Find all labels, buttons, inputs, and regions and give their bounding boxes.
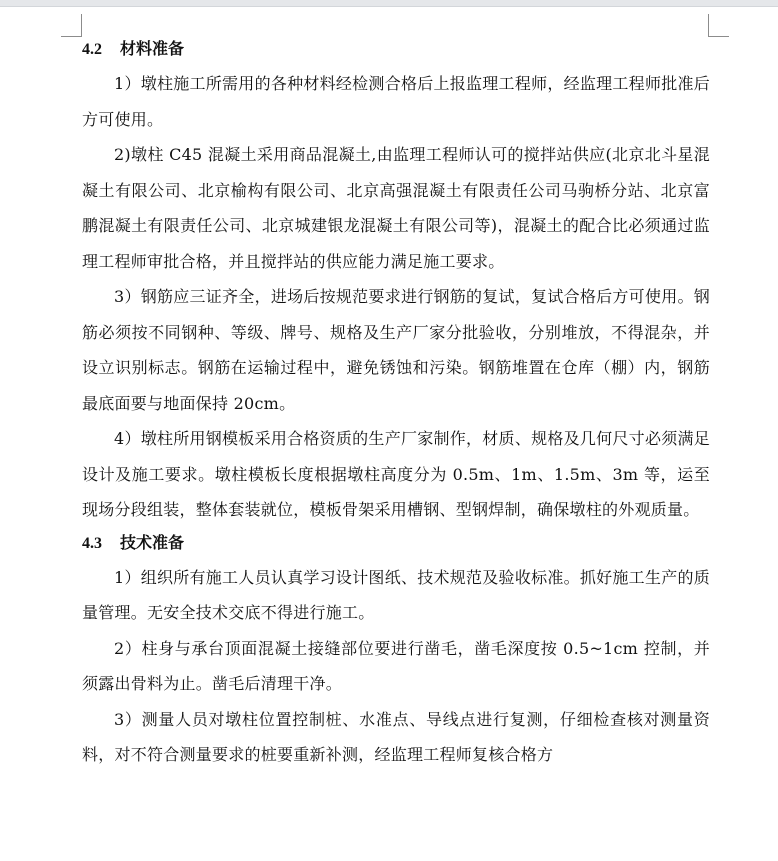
crop-mark-top-left xyxy=(61,14,82,37)
section-number: 4.2 xyxy=(82,41,102,58)
window-top-edge xyxy=(0,0,778,7)
section-heading xyxy=(82,528,710,560)
paragraph: 1）组织所有施工人员认真学习设计图纸、技术规范及验收标准。抓好施工生产的质量管理。无安全技术交底不得进行施工。 xyxy=(82,567,710,622)
document-page xyxy=(82,34,710,773)
paragraph: 2）柱身与承台顶面混凝土接缝部位要进行凿毛，凿毛深度按 0.5~1cm 控制，并须露出骨料为止。凿毛后清理干净。 xyxy=(82,638,710,693)
section-4-2 xyxy=(82,34,710,528)
section-title: 技术准备 xyxy=(120,534,185,552)
paragraph: 1）墩柱施工所需用的各种材料经检测合格后上报监理工程师，经监理工程师批准后方可使用。 xyxy=(82,74,710,129)
paragraph: 4）墩柱所用钢模板采用合格资质的生产厂家制作，材质、规格及几何尺寸必须满足设计及施工要求。墩柱模板长度根据墩柱高度分为 0.5m、1m、1.5m、3m 等，运至现场分段组装，整体套装就位，模板骨架采用槽钢、型钢焊制，确保墩柱的外观质量。 xyxy=(82,429,710,519)
crop-mark-top-right xyxy=(708,14,729,37)
section-heading xyxy=(82,34,710,66)
paragraph: 3）测量人员对墩柱位置控制桩、水准点、导线点进行复测，仔细检查核对测量资料，对不符合测量要求的桩要重新补测，经监理工程师复核合格方 xyxy=(82,709,710,764)
section-4-3 xyxy=(82,528,710,773)
paragraph: 3）钢筋应三证齐全，进场后按规范要求进行钢筋的复试，复试合格后方可使用。钢筋必须按不同钢种、等级、牌号、规格及生产厂家分批验收，分别堆放，不得混杂，并设立识别标志。钢筋在运输过程中，避免锈蚀和污染。钢筋堆置在仓库（棚）内，钢筋最底面要与地面保持 20cm。 xyxy=(82,287,710,413)
paragraph: 2)墩柱 C45 混凝土采用商品混凝土,由监理工程师认可的搅拌站供应(北京北斗星混凝土有限公司、北京榆构有限公司、北京高强混凝土有限责任公司马驹桥分站、北京富鹏混凝土有限责任公司、北京城建银龙混凝土有限公司等)，混凝土的配合比必须通过监理工程师审批合格，并且搅拌站的供应能力满足施工要求。 xyxy=(82,145,710,271)
section-title: 材料准备 xyxy=(120,41,185,58)
section-number: 4.3 xyxy=(82,534,102,552)
